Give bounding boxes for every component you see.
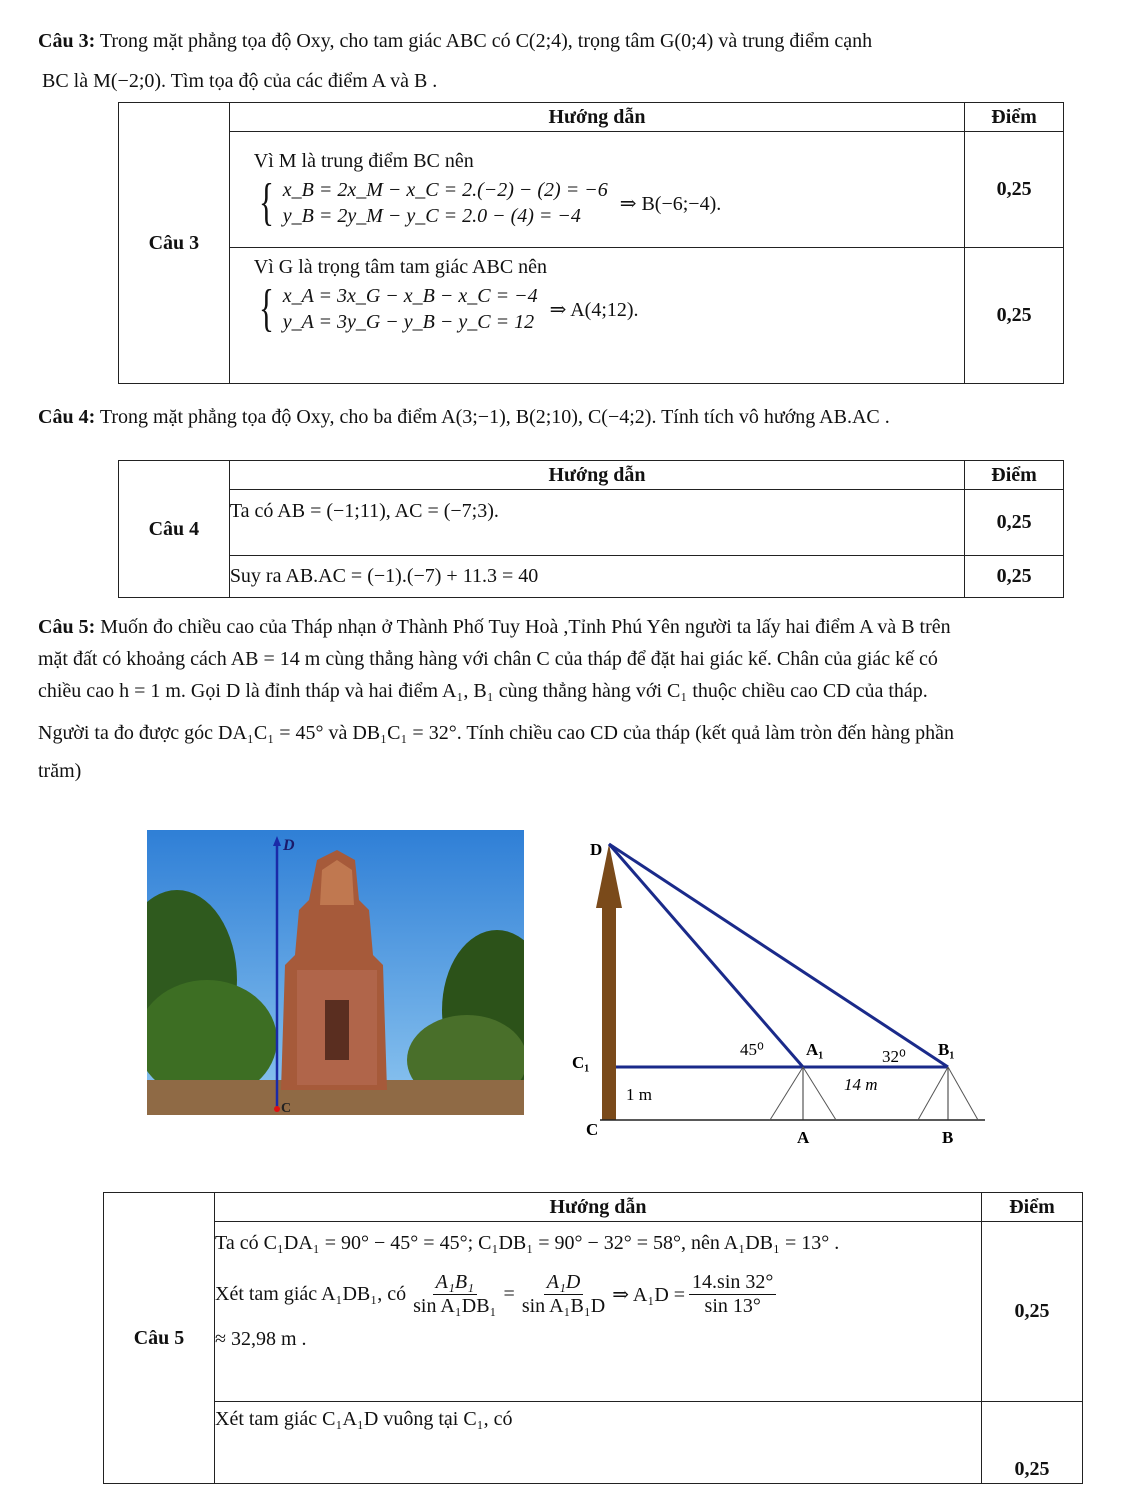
fraction-2 [519, 1271, 608, 1318]
tower-diagram [560, 830, 990, 1160]
brace-icon: { [258, 174, 274, 231]
q4-row2: Suy ra AB.AC = (−1).(−7) + 11.3 = 40 [229, 556, 964, 598]
q3-row1-result: ⇒ B(−6;−4). [619, 192, 722, 215]
q5-statement-line1 [38, 614, 1139, 640]
q3-text2: BC là M(−2;0). Tìm tọa độ của các điểm A và B . [42, 70, 438, 92]
q3-row1-intro: Vì M là trung điểm BC nên [253, 150, 474, 172]
fraction-3-den: sin 13° [704, 1295, 761, 1317]
q5-text5: trăm) [38, 760, 82, 782]
q5-text1: Muốn đo chiều cao của Tháp nhạn ở Thành Phố Tuy Hoà ,Tỉnh Phú Yên người ta lấy hai điểm A và B trên [100, 616, 951, 638]
q4-answer-table [118, 460, 1064, 598]
q5-title: Câu 5: [38, 616, 96, 638]
q3-text1: Trong mặt phẳng tọa độ Oxy, cho tam giác ABC có C(2;4), trọng tâm G(0;4) và trung điểm cạnh [99, 30, 873, 52]
q3-row1 [229, 132, 964, 248]
fraction-3-num: 14.sin 32° [689, 1271, 776, 1295]
diagram-angle-32: 32⁰ [882, 1047, 906, 1066]
fraction-2-den: sin A₁B₁D [521, 1295, 606, 1317]
diagram-label-A1: A₁ [806, 1040, 824, 1059]
diagram-label-B: B [942, 1128, 954, 1147]
fraction-2-num: A₁D [544, 1271, 584, 1295]
q3-row1-line2: y_B = 2y_M − y_C = 2.0 − (4) = −4 [282, 205, 581, 227]
q5-row1-line2-prefix: Xét tam giác A₁DB₁, có [215, 1283, 407, 1305]
q5-row1-points: 0,25 [982, 1222, 1083, 1402]
q5-row1-line3: ≈ 32,98 m . [215, 1328, 307, 1350]
q5-row1: Ta có C₁DA₁ = 90° − 45° = 45°; C₁DB₁ = 90° − 32° = 58°, nên A₁DB₁ = 13° . Xét tam giác A₁DB₁, có $\frac{\text{A₁B₁}}{\text{sin A₁DB₁}}$ = $\frac{\text{A₁D}}{\text{sin A₁B₁D}}$ ⇒ A₁D = $\frac{14.\sin 32^\circ}{\sin 13^\circ}$ ≈ 32,98 m . [215, 1222, 982, 1402]
tower-photo [147, 830, 524, 1115]
q4-header-guide: Hướng dẫn [229, 461, 964, 490]
q3-row2 [229, 248, 964, 384]
photo-label-C: C [281, 1101, 292, 1115]
q5-row2-points: 0,25 [982, 1402, 1083, 1484]
q5-text2: mặt đất có khoảng cách AB = 14 m cùng thẳng hàng với chân C của tháp để đặt hai giác kế. Chân của giác kế có [38, 648, 938, 670]
q5-header-points: Điểm [982, 1193, 1083, 1222]
fraction-1-num: A₁B₁ [433, 1271, 477, 1295]
q3-row1-points: 0,25 [965, 132, 1064, 248]
q3-statement-line1 [38, 28, 1139, 54]
q3-header-points: Điểm [965, 103, 1064, 132]
diagram-label-A: A [797, 1128, 810, 1147]
diagram-height-label: 1 m [626, 1085, 652, 1104]
q3-row1-line1: x_B = 2x_M − x_C = 2.(−2) − (2) = −6 [282, 179, 608, 201]
q5-row1-line1: Ta có C₁DA₁ = 90° − 45° = 45°; C₁DB₁ = 90° − 32° = 58°, nên A₁DB₁ = 13° . [215, 1232, 840, 1254]
fraction-3 [689, 1271, 776, 1318]
q3-row2-intro: Vì G là trọng tâm tam giác ABC nên [253, 256, 548, 278]
q4-statement [38, 404, 1139, 430]
q4-title: Câu 4: [38, 406, 96, 428]
diagram-label-C1: C₁ [572, 1053, 590, 1072]
q5-label: Câu 5 [104, 1193, 215, 1484]
q3-header-guide: Hướng dẫn [229, 103, 964, 132]
q5-text4: Người ta đo được góc DA₁C₁ = 45° và DB₁C₁ = 32°. Tính chiều cao CD của tháp (kết quả làm tròn đến hàng phần [38, 722, 954, 744]
diagram-label-D: D [590, 840, 603, 859]
q3-label: Câu 3 [119, 103, 230, 384]
q3-row2-points: 0,25 [965, 248, 1064, 384]
q5-answer-table [103, 1192, 1083, 1484]
q5-text3: chiều cao h = 1 m. Gọi D là đỉnh tháp và hai điểm A₁, B₁ cùng thẳng hàng với C₁ thuộc chiều cao CD của tháp. [38, 680, 928, 702]
q5-row1-implies: ⇒ A₁D = [612, 1284, 686, 1306]
fraction-1-den: sin A₁DB₁ [413, 1295, 497, 1317]
q4-row1: Ta có AB = (−1;11), AC = (−7;3). [229, 490, 964, 556]
q4-row2-points: 0,25 [965, 556, 1064, 598]
q3-answer-table [118, 102, 1064, 384]
q5-header-guide: Hướng dẫn [215, 1193, 982, 1222]
q4-header-points: Điểm [965, 461, 1064, 490]
diagram-distance-label: 14 m [844, 1075, 878, 1094]
q5-row2: Xét tam giác C₁A₁D vuông tại C₁, có [215, 1402, 982, 1484]
q4-row1-points: 0,25 [965, 490, 1064, 556]
diagram-label-C: C [586, 1120, 599, 1139]
q3-row2-result: ⇒ A(4;12). [549, 298, 639, 321]
brace-icon: { [258, 280, 274, 337]
q4-label: Câu 4 [119, 461, 230, 598]
photo-label-D: D [283, 837, 295, 854]
q3-title: Câu 3: [38, 30, 96, 52]
q3-row2-line1: x_A = 3x_G − x_B − x_C = −4 [282, 285, 538, 307]
fraction-1 [410, 1271, 499, 1318]
diagram-label-B1: B₁ [938, 1040, 955, 1059]
q3-row2-line2: y_A = 3y_G − y_B − y_C = 12 [282, 311, 535, 333]
q4-text: Trong mặt phẳng tọa độ Oxy, cho ba điểm A(3;−1), B(2;10), C(−4;2). Tính tích vô hướng AB.AC . [99, 406, 890, 428]
diagram-angle-45: 45⁰ [740, 1040, 764, 1059]
